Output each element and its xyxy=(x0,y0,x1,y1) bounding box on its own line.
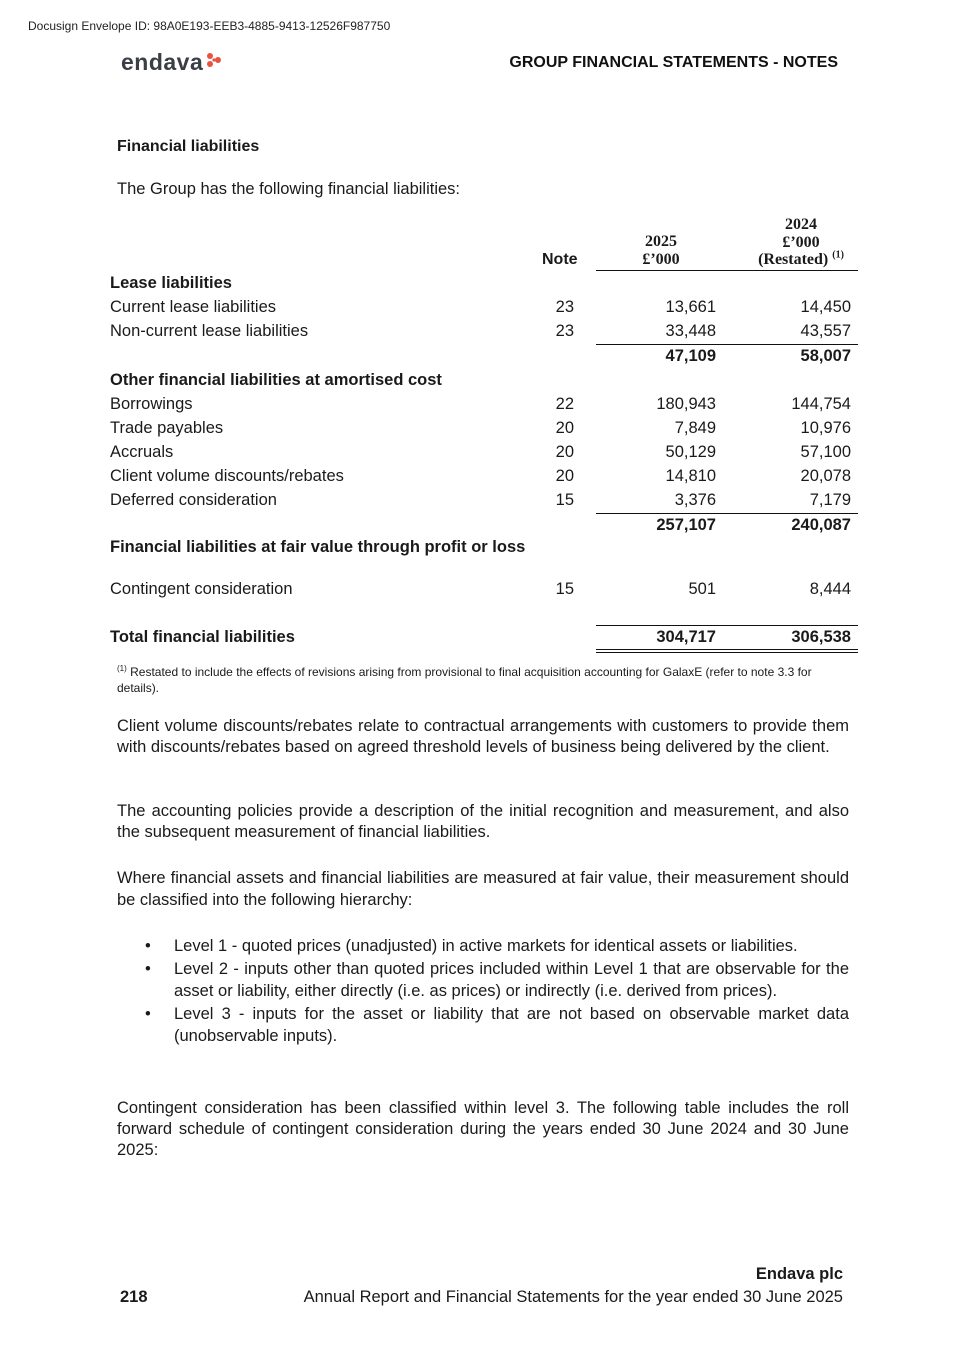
footnote-text: Restated to include the effects of revisions arising from provisional to final acquisition accounting for GalaxE (refer to note 3.3 for details). xyxy=(117,665,812,695)
bullet-icon: • xyxy=(145,1004,151,1023)
row-label: Current lease liabilities xyxy=(110,298,276,316)
table-row xyxy=(110,491,858,513)
header-2024-restated: (Restated) xyxy=(758,251,829,268)
total-double-underline xyxy=(596,652,858,653)
subtotal-row-amortised xyxy=(110,516,858,538)
table-row xyxy=(110,298,858,320)
section-heading-amortised xyxy=(110,371,858,393)
row-note: 15 xyxy=(555,580,574,598)
row-label: Other financial liabilities at amortised cost xyxy=(110,371,442,389)
section-heading-fvtpl xyxy=(110,539,858,575)
subtotal-line xyxy=(596,344,858,345)
total-2024: 306,538 xyxy=(791,628,851,646)
total-double-underline xyxy=(596,649,858,650)
row-value-2024: 57,100 xyxy=(800,443,851,461)
header-2025-year: 2025 xyxy=(645,233,677,250)
table-row xyxy=(110,443,858,465)
footer-company: Endava plc xyxy=(755,1265,843,1283)
total-2025: 304,717 xyxy=(656,628,716,646)
row-note: 23 xyxy=(555,298,574,316)
list-item-text: Level 3 - inputs for the asset or liability that are not based on observable market data (unobservable inputs). xyxy=(174,1004,849,1045)
row-value-2024: 43,557 xyxy=(800,322,851,340)
row-note: 20 xyxy=(555,443,574,461)
row-value-2025: 501 xyxy=(688,580,716,598)
header-2025-unit: £’000 xyxy=(642,250,680,268)
table-row xyxy=(110,395,858,417)
subtotal-line xyxy=(596,513,858,514)
table-row xyxy=(110,419,858,441)
row-value-2025: 180,943 xyxy=(656,395,716,413)
table-row xyxy=(110,467,858,489)
row-value-2024: 8,444 xyxy=(809,580,851,598)
row-value-2024: 144,754 xyxy=(791,395,851,413)
list-item xyxy=(117,1003,849,1048)
footer-report-title: Annual Report and Financial Statements for the year ended 30 June 2025 xyxy=(303,1288,843,1306)
paragraph-contingent-consideration: Contingent consideration has been classified within level 3. The following table includes the roll forward schedule of contingent consideration during the years ended 30 June 2024 and 30 June 2025: xyxy=(117,1099,849,1159)
row-label: Lease liabilities xyxy=(110,274,232,292)
subtotal-row-lease xyxy=(110,347,858,369)
note-column-header: Note xyxy=(542,251,578,268)
envelope-id: Docusign Envelope ID: 98A0E193-EEB3-4885-9413-12526F987750 xyxy=(28,19,391,33)
list-item xyxy=(117,958,849,1003)
header-underline xyxy=(596,270,858,271)
bullet-icon: • xyxy=(145,937,151,955)
header-2024-unit: £’000 xyxy=(782,233,820,251)
subtotal-2025: 257,107 xyxy=(656,516,716,534)
row-note: 20 xyxy=(555,419,574,437)
hierarchy-list xyxy=(117,935,849,1048)
header-2024-footnote-marker: (1) xyxy=(832,249,844,261)
subtotal-2025: 47,109 xyxy=(665,347,716,365)
row-value-2025: 14,810 xyxy=(665,467,716,485)
grand-total-row xyxy=(110,628,858,650)
table-row xyxy=(110,322,858,344)
row-label: Client volume discounts/rebates xyxy=(110,467,344,485)
row-label: Trade payables xyxy=(110,419,224,437)
subtotal-2024: 58,007 xyxy=(800,347,851,365)
row-value-2024: 20,078 xyxy=(800,467,851,485)
row-value-2025: 13,661 xyxy=(665,298,716,316)
row-label: Financial liabilities at fair value through profit or loss xyxy=(110,538,526,556)
row-value-2025: 7,849 xyxy=(674,419,716,437)
column-header-2025 xyxy=(596,233,726,268)
header-title: GROUP FINANCIAL STATEMENTS - NOTES xyxy=(509,54,838,71)
row-note: 22 xyxy=(555,395,574,413)
row-label: Contingent consideration xyxy=(110,580,293,598)
row-label: Deferred consideration xyxy=(110,491,277,509)
company-logo xyxy=(121,49,222,76)
row-label: Non-current lease liabilities xyxy=(110,322,309,340)
row-value-2024: 10,976 xyxy=(800,419,851,437)
paragraph-fair-value-hierarchy: Where financial assets and financial liabilities are measured at fair value, their measurement should be classified into the following hierarchy: xyxy=(117,869,849,909)
page-number: 218 xyxy=(120,1288,148,1306)
row-value-2025: 33,448 xyxy=(665,322,716,340)
row-label: Total financial liabilities xyxy=(110,628,295,646)
bullet-icon: • xyxy=(145,959,151,978)
row-note: 20 xyxy=(555,467,574,485)
section-heading-lease xyxy=(110,274,858,296)
row-label: Borrowings xyxy=(110,395,193,413)
logo-text: endava xyxy=(121,49,204,75)
list-item xyxy=(117,935,849,958)
row-value-2024: 14,450 xyxy=(800,298,851,316)
paragraph-accounting-policies: The accounting policies provide a description of the initial recognition and measurement, and also the subsequent measurement of financial liabilities. xyxy=(117,802,849,841)
list-item-text: Level 2 - inputs other than quoted prices included within Level 1 that are observable for the asset or liability, either directly (i.e. as prices) or indirectly (i.e. derived from prices). xyxy=(174,959,849,1000)
table-row xyxy=(110,580,858,602)
total-top-line xyxy=(596,625,858,626)
row-note: 23 xyxy=(555,322,574,340)
paragraph-client-volume: Client volume discounts/rebates relate to contractual arrangements with customers to provide them with discounts/rebates based on agreed threshold levels of business being delivered by the client. xyxy=(117,717,849,756)
intro-text: The Group has the following financial liabilities: xyxy=(117,180,461,198)
column-header-2024 xyxy=(744,216,858,269)
row-label: Accruals xyxy=(110,443,174,461)
section-title: Financial liabilities xyxy=(117,138,260,155)
list-item-text: Level 1 - quoted prices (unadjusted) in active markets for identical assets or liabilities. xyxy=(174,937,798,955)
row-value-2025: 50,129 xyxy=(665,443,716,461)
table-footnote xyxy=(117,664,851,696)
logo-mark-icon xyxy=(206,52,222,73)
header-2024-year: 2024 xyxy=(785,216,817,233)
subtotal-2024: 240,087 xyxy=(791,516,851,534)
footnote-marker: (1) xyxy=(117,664,127,673)
row-value-2025: 3,376 xyxy=(674,491,716,509)
row-value-2024: 7,179 xyxy=(809,491,851,509)
row-note: 15 xyxy=(555,491,574,509)
